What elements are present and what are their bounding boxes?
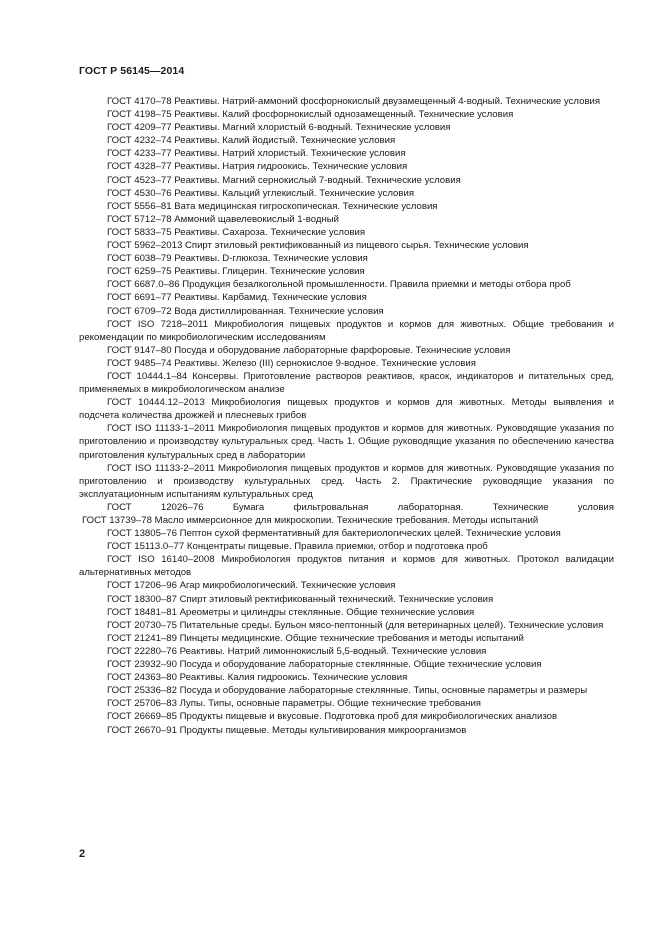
reference-item: ГОСТ 6259–75 Реактивы. Глицерин. Технические условия: [107, 266, 365, 278]
reference-item: ГОСТ 4233–77 Реактивы. Натрий хлористый. Технические условия: [107, 148, 406, 160]
reference-item: ГОСТ 10444.12–2013 Микробиология пищевых продуктов и кормов для животных. Методы выявления и подсчета количества дрожжей и плесневых грибов: [79, 397, 614, 422]
reference-item: ГОСТ 25706–83 Лупы. Типы, основные параметры. Общие технические требования: [107, 698, 482, 710]
reference-item: ГОСТ 9147–80 Посуда и оборудование лабораторные фарфоровые. Технические условия: [107, 344, 511, 356]
reference-item: ГОСТ 18481–81 Ареометры и цилиндры стеклянные. Общие технические условия: [107, 606, 475, 618]
reference-item: ГОСТ 10444.1–84 Консервы. Приготовление растворов реактивов, красок, индикаторов и питательных сред, применяемых в микробиологическом анализе: [79, 370, 614, 396]
reference-item: ГОСТ 9485–74 Реактивы. Железо (III) сернокислое 9-водное. Технические условия: [107, 357, 476, 369]
reference-item: ГОСТ 25336–82 Посуда и оборудование лабораторные стеклянные. Типы, основные параметры и размеры: [107, 685, 588, 697]
reference-item: ГОСТ 22280–76 Реактивы. Натрий лимоннокислый 5,5-водный. Технические условия: [107, 645, 487, 657]
reference-item: ГОСТ 4530–76 Реактивы. Кальций углекислый. Технические условия: [107, 187, 415, 199]
reference-item: ГОСТ 6687.0–86 Продукция безалкогольной промышленности. Правила приемки и методы отбора проб: [107, 279, 571, 291]
document-header: ГОСТ Р 56145—2014: [79, 65, 185, 77]
reference-item: ГОСТ 17206–96 Агар микробиологический. Технические условия: [107, 580, 396, 592]
reference-item: ГОСТ ISO 11133-2–2011 Микробиология пищевых продуктов и кормов для животных. Руководящие указания по приготовлению и производству культуральных сред. Часть 2. Практические руководящие указания по эксплуатационным испытаниям культуральных сред: [79, 462, 614, 500]
reference-item: ГОСТ 5556–81 Вата медицинская гигроскопическая. Технические условия: [107, 200, 438, 212]
reference-item: ГОСТ 26670–91 Продукты пищевые. Методы культивирования микроорганизмов: [107, 724, 467, 736]
reference-item: ГОСТ 4328–77 Реактивы. Натрия гидроокись. Технические условия: [107, 161, 408, 173]
reference-item: ГОСТ 5712–78 Аммоний щавелевокислый 1-водный: [107, 213, 340, 225]
reference-item: ГОСТ 21241–89 Пинцеты медицинские. Общие технические требования и методы испытаний: [107, 632, 524, 644]
reference-list: [79, 95, 614, 737]
reference-item: ГОСТ 24363–80 Реактивы. Калия гидроокись. Технические условия: [107, 672, 408, 684]
reference-item: ГОСТ 4198–75 Реактивы. Калий фосфорнокислый однозамещенный. Технические условия: [107, 109, 514, 121]
reference-item: ГОСТ 26669–85 Продукты пищевые и вкусовые. Подготовка проб для микробиологических анализов: [107, 711, 558, 723]
reference-item: ГОСТ 4170–78 Реактивы. Натрий-аммоний фосфорнокислый двузамещенный 4-водный. Технические условия: [107, 96, 601, 107]
reference-item: ГОСТ 18300–87 Спирт этиловый ректификованный технический. Технические условия: [107, 593, 494, 605]
reference-item: ГОСТ 23932–90 Посуда и оборудование лабораторные стеклянные. Общие технические условия: [107, 659, 542, 671]
reference-item: ГОСТ 12026–76 Бумага фильтровальная лабораторная. Технические условия: [107, 501, 614, 513]
reference-item: ГОСТ 13805–76 Пептон сухой ферментативный для бактериологических целей. Технические условия: [107, 528, 561, 540]
reference-item: ГОСТ 6709–72 Вода дистиллированная. Технические условия: [107, 305, 384, 317]
reference-item: ГОСТ 5962–2013 Спирт этиловый ректификованный из пищевого сырья. Технические условия: [107, 240, 529, 252]
page-number: 2: [79, 848, 86, 860]
reference-item: ГОСТ 4232–74 Реактивы. Калий йодистый. Технические условия: [107, 135, 396, 147]
reference-item: ГОСТ 15113.0–77 Концентраты пищевые. Правила приемки, отбор и подготовка проб: [107, 541, 488, 553]
reference-item: ГОСТ 6691–77 Реактивы. Карбамид. Технические условия: [107, 292, 367, 304]
reference-item: ГОСТ ISO 16140–2008 Микробиология продуктов питания и кормов для животных. Протокол валидации альтернативных методов: [79, 554, 614, 579]
reference-item: ГОСТ 4523–77 Реактивы. Магний сернокислый 7-водный. Технические условия: [107, 174, 461, 186]
reference-item: ГОСТ ISO 7218–2011 Микробиология пищевых продуктов и кормов для животных. Общие требования и рекомендации по микробиологическим исследованиям: [79, 318, 614, 343]
reference-item: ГОСТ 20730–75 Питательные среды. Бульон мясо-пептонный (для ветеринарных целей). Технические условия: [107, 619, 604, 631]
reference-item: ГОСТ 5833–75 Реактивы. Сахароза. Технические условия: [107, 226, 366, 238]
reference-item: ГОСТ 13739–78 Масло иммерсионное для микроскопии. Технические требования. Методы испытаний: [82, 515, 539, 526]
reference-item: ГОСТ ISO 11133-1–2011 Микробиология пищевых продуктов и кормов для животных. Руководящие указания по приготовлению и производству культуральных сред. Часть 1. Общие руководящие указания по обеспечению качества приготовления культуральных сред в лаборатории: [79, 423, 614, 461]
reference-item: ГОСТ 4209–77 Реактивы. Магний хлористый 6-водный. Технические условия: [107, 122, 451, 134]
reference-item: ГОСТ 6038–79 Реактивы. D-глюкоза. Технические условия: [107, 253, 368, 265]
